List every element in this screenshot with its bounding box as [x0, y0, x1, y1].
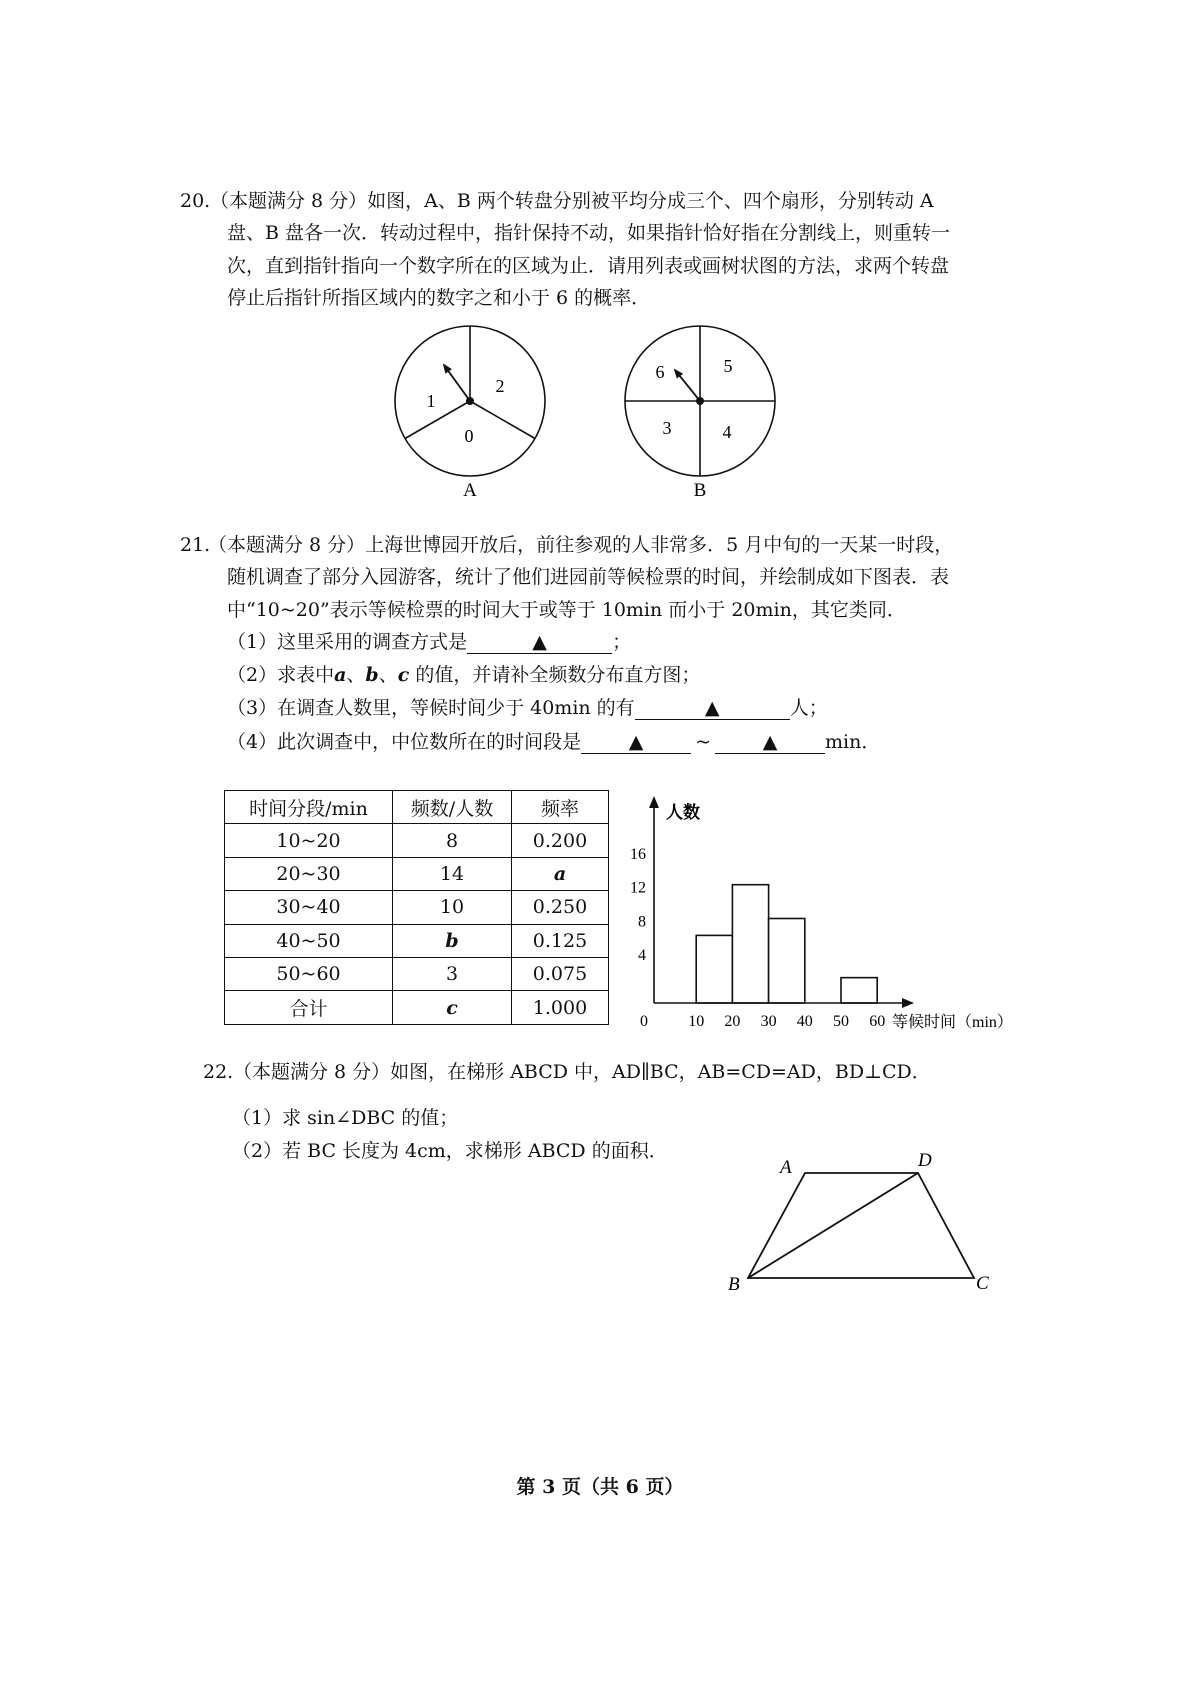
spinner-b — [625, 326, 775, 501]
page-footer: 第 3 页（共 6 页） — [516, 1476, 684, 1498]
spinner-a-sector-label: 0 — [464, 426, 474, 446]
blank-mark-icon: ▲ — [704, 697, 720, 719]
q22-sub-2: （2）若 BC 长度为 4cm，求梯形 ABCD 的面积． — [232, 1140, 668, 1162]
table-cell: c — [393, 991, 512, 1024]
histogram-chart — [620, 790, 1040, 1040]
table-cell: 1.000 — [512, 991, 609, 1024]
spinner-a — [395, 326, 545, 501]
pointer-b — [675, 370, 700, 401]
answer-blank[interactable] — [635, 697, 790, 720]
table-header: 频数/人数 — [393, 791, 512, 824]
table-row — [225, 991, 609, 1024]
x-tick-label: 0 — [640, 1013, 648, 1030]
pointer-a — [444, 365, 470, 401]
blank-mark-icon: ▲ — [762, 731, 778, 753]
q21-line-3: 中“10~20”表示等候检票的时间大于或等于 10min 而小于 20min，其它类同． — [227, 599, 906, 621]
q21-sub-3-text: （3）在调查人数里，等候时间少于 40min 的有 — [227, 697, 635, 719]
blank-mark-icon: ▲ — [532, 631, 547, 653]
q21-sub-1 — [227, 627, 631, 657]
q22-number: 22. — [203, 1061, 234, 1083]
table-cell: 0.200 — [512, 824, 609, 857]
table-header: 时间分段/min — [225, 791, 393, 824]
table-cell: a — [512, 857, 609, 890]
q22-line: （本题满分 8 分）如图，在梯形 ABCD 中，AD∥BC，AB=CD=AD，BD⊥CD． — [233, 1061, 931, 1083]
diagonal-bd — [748, 1173, 918, 1278]
frequency-table — [224, 790, 609, 1025]
q21-sub-2-text: （2）求表中 — [227, 664, 335, 686]
table-header-row — [225, 791, 609, 824]
table-cell: 8 — [393, 824, 512, 857]
q20-number: 20. — [180, 190, 211, 212]
vertex-label-c: C — [976, 1273, 989, 1290]
y-tick-label: 16 — [630, 845, 646, 863]
table-cell: 10~20 — [225, 824, 393, 857]
spinner-b-sector-label: 5 — [723, 356, 733, 376]
table-cell: 14 — [393, 857, 512, 890]
q21-sub-4 — [227, 727, 880, 757]
q21-sub-2-end: 的值，并请补全频数分布直方图； — [415, 664, 701, 686]
x-tick-label: 10 — [688, 1013, 705, 1030]
x-tick-label: 60 — [869, 1013, 886, 1030]
table-cell: 40~50 — [225, 924, 393, 957]
spinner-a-label: A — [463, 480, 477, 501]
q22-sub-1: （1）求 sin∠DBC 的值； — [232, 1107, 459, 1129]
var-c: c — [397, 664, 410, 686]
table-cell: 30~40 — [225, 891, 393, 924]
table-cell: 0.125 — [512, 924, 609, 957]
spinner-b-sector-label: 6 — [655, 362, 665, 382]
spinner-b-sector-label: 4 — [722, 422, 732, 442]
q21-number: 21. — [180, 534, 211, 556]
q21-sub-1-end: ； — [612, 631, 632, 653]
answer-blank[interactable] — [715, 731, 825, 754]
vertex-label-b: B — [728, 1274, 740, 1290]
y-tick-label: 4 — [638, 947, 646, 965]
q20-line-4: 停止后指针所指区域内的数字之和小于 6 的概率． — [227, 287, 651, 309]
table-cell: 合计 — [225, 991, 393, 1024]
table-cell: 3 — [393, 957, 512, 990]
spinner-b-label: B — [693, 480, 707, 501]
var-a: a — [334, 664, 347, 686]
q21-line-1: （本题满分 8 分）上海世博园开放后，前往参观的人非常多．5 月中旬的一天某一时段， — [208, 534, 954, 556]
vertex-label-a: A — [780, 1157, 792, 1178]
table-row — [225, 891, 609, 924]
var-b: b — [365, 664, 379, 686]
blank-mark-icon: ▲ — [628, 731, 644, 753]
vertex-label-d: D — [918, 1150, 932, 1171]
table-cell: 10 — [393, 891, 512, 924]
spinner-a-center — [466, 397, 474, 405]
x-tick-label: 50 — [833, 1013, 849, 1030]
answer-blank[interactable] — [467, 631, 612, 654]
spinner-b-sector-label: 3 — [662, 418, 672, 438]
separator: 、 — [346, 664, 366, 686]
spinners-figure — [380, 318, 800, 508]
table-header: 频率 — [512, 791, 609, 824]
answer-blank[interactable] — [581, 731, 691, 754]
q21-sub-4-end: min． — [825, 731, 881, 753]
table-cell: 0.075 — [512, 957, 609, 990]
q21-line-2: 随机调查了部分入园游客，统计了他们进园前等候检票的时间，并绘制成如下图表．表 — [227, 566, 950, 588]
q21-sub-1-text: （1）这里采用的调查方式是 — [227, 631, 468, 653]
table-cell: 20~30 — [225, 857, 393, 890]
y-tick-label: 8 — [638, 913, 646, 931]
table-row — [225, 857, 609, 890]
table-row — [225, 824, 609, 857]
tilde: ~ — [695, 731, 712, 753]
q21-sub-4-text: （4）此次调查中，中位数所在的时间段是 — [227, 731, 582, 753]
x-tick-label: 30 — [760, 1013, 777, 1030]
q20-line-2: 盘、B 盘各一次．转动过程中，指针保持不动，如果指针恰好指在分割线上，则重转一 — [227, 222, 951, 244]
q21-sub-2 — [227, 660, 700, 690]
table-cell: 50~60 — [225, 957, 393, 990]
q20-line-1: （本题满分 8 分）如图，A、B 两个转盘分别被平均分成三个、四个扇形，分别转动 A — [210, 190, 934, 212]
y-axis-label: 人数 — [666, 803, 700, 822]
q21-sub-3 — [227, 693, 828, 723]
trapezoid-figure — [720, 1150, 1000, 1290]
separator: 、 — [378, 664, 398, 686]
y-tick-label: 12 — [630, 879, 646, 897]
spinner-a-sector-label: 2 — [495, 376, 505, 396]
spinner-a-sector-label: 1 — [426, 391, 436, 411]
spinner-b-center — [696, 397, 704, 405]
histogram-bar — [769, 919, 805, 1004]
x-tick-label: 40 — [796, 1013, 813, 1030]
table-cell: b — [393, 924, 512, 957]
x-tick-label: 20 — [724, 1013, 741, 1030]
histogram-bar — [696, 935, 732, 1003]
table-row — [225, 957, 609, 990]
x-axis-label: 等候时间（min） — [892, 1014, 1013, 1031]
table-cell: 0.250 — [512, 891, 609, 924]
q21-sub-3-end: 人； — [789, 697, 828, 719]
q20-line-3: 次，直到指针指向一个数字所在的区域为止．请用列表或画树状图的方法，求两个转盘 — [227, 255, 950, 277]
histogram-bar — [841, 978, 877, 1003]
table-row — [225, 924, 609, 957]
histogram-bar — [732, 885, 768, 1003]
